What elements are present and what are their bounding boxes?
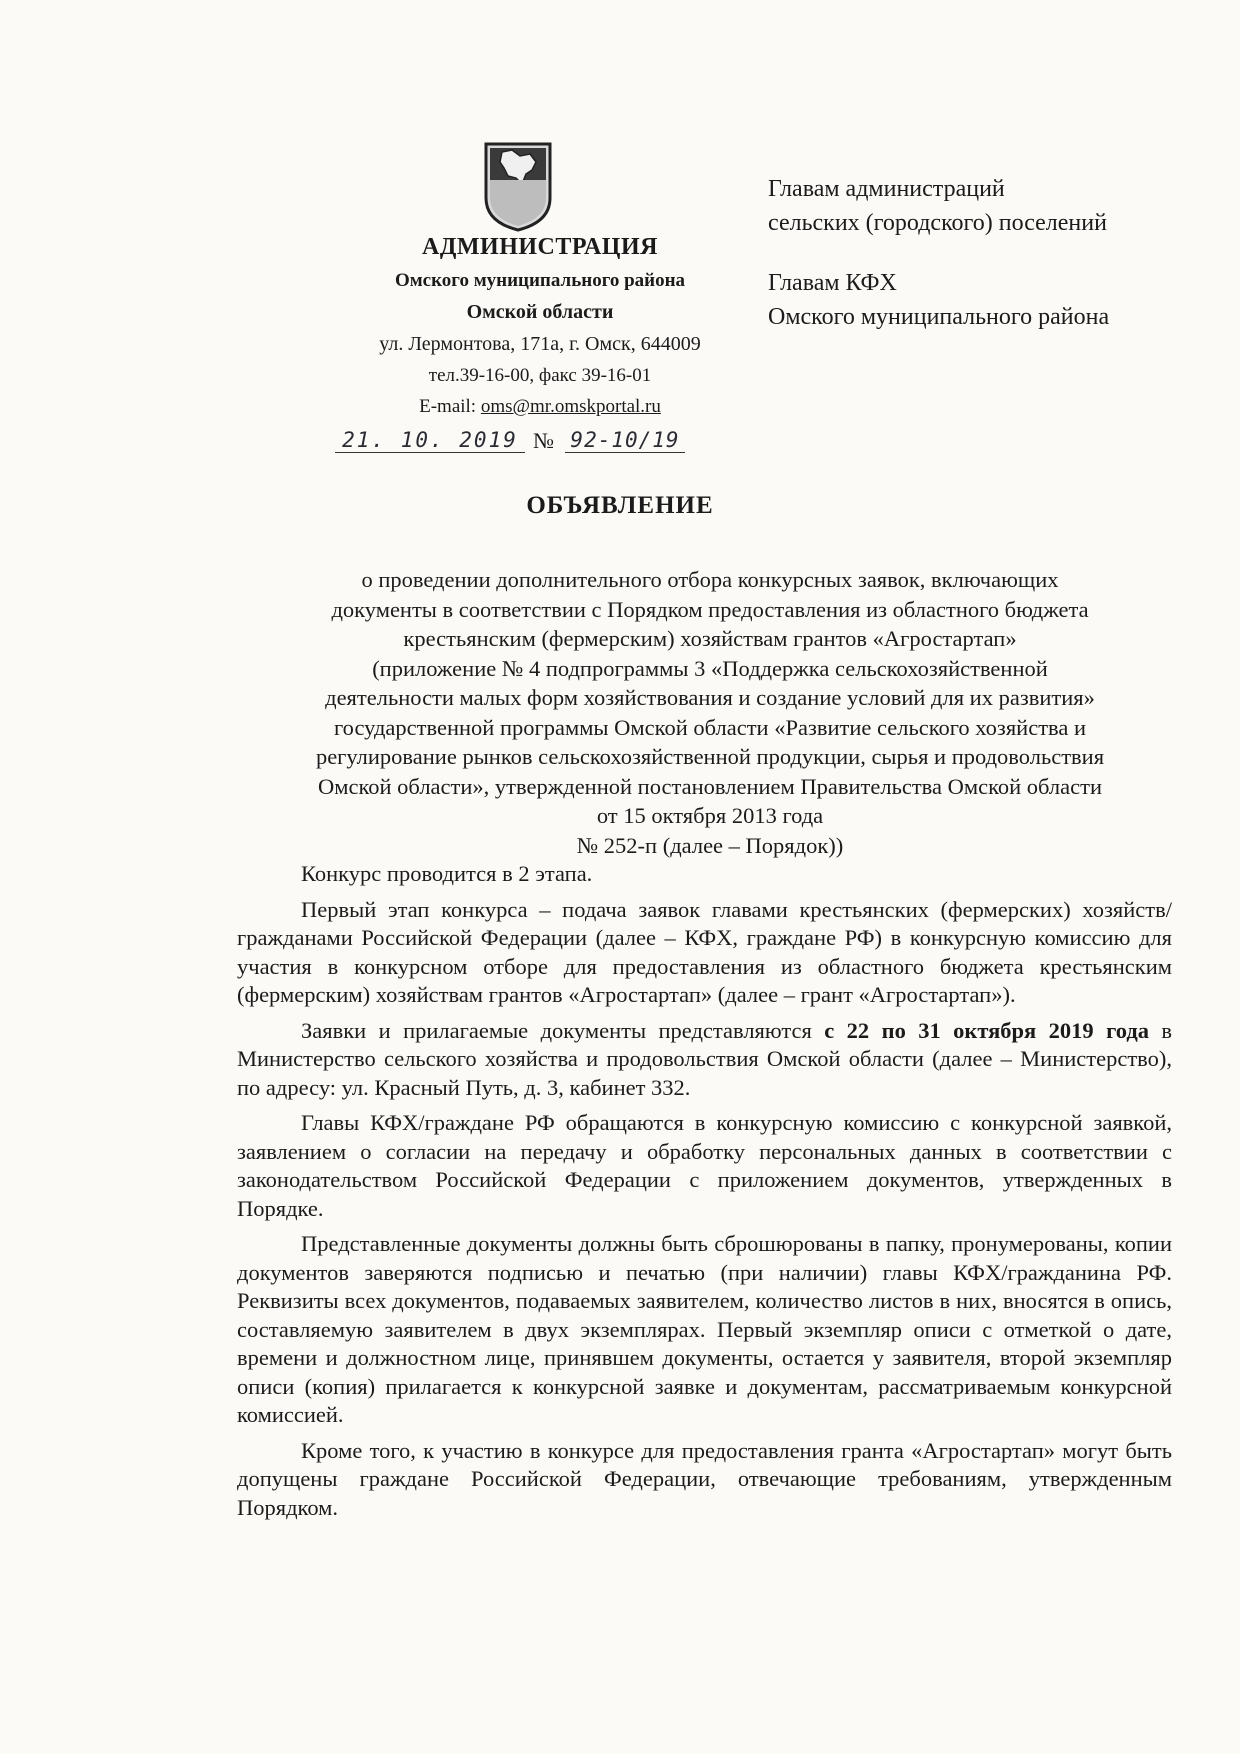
text-span: в Министерство сельского хозяйства и продовольствия Омской области (далее – Министерство), по адресу: ул. Красный Путь, д. 3, кабинет 332.: [237, 1017, 1173, 1100]
subject-line: № 252-п (далее – Порядок)): [576, 832, 844, 858]
subject-line: государственной программы Омской области «Развитие сельского хозяйства и: [333, 714, 1087, 740]
paragraph-application: Главы КФХ/граждане РФ обращаются в конкурсную комиссию с конкурсной заявкой, заявлением о согласии на передачу и обработку персональных данных в соответствии с законодательством Российской Федерации с приложением документов, утвержденных в Порядке.: [237, 1110, 1172, 1221]
paragraph-documents: Представленные документы должны быть сброшюрованы в папку, пронумерованы, копии документов заверяются подписью и печатью (при наличии) главы КФХ/гражданина РФ. Реквизиты всех документов, подаваемых заявителем, количество листов в них, вносятся в опись, составляемую заявителем в двух экземплярах. Первый экземпляр описи с отметкой о дате, времени и должностном лице, принявшем документы, остается у заявителя, второй экземпляр описи (копия) прилагается к конкурсной заявке и документам, рассматриваемым конкурсной комиссией.: [237, 1231, 1172, 1427]
email-label: E-mail:: [419, 396, 481, 417]
org-phone: тел.39-16-00, факс 39-16-01: [428, 365, 652, 386]
registration-number: 92-10/19: [565, 428, 685, 453]
org-district: Омского муниципального района: [394, 270, 686, 291]
org-email-line: [290, 396, 790, 418]
paragraph-submission-dates: [237, 1017, 1172, 1103]
document-body: [237, 860, 1172, 1529]
number-sign: №: [533, 428, 554, 453]
recipient-line: Главам администраций: [768, 176, 1005, 202]
recipient-line: Главам КФХ: [768, 270, 897, 296]
subject-line: от 15 октября 2013 года: [596, 803, 824, 828]
paragraph-stages: Конкурс проводится в 2 этапа.: [301, 861, 593, 886]
recipient-block-2: [768, 266, 1109, 334]
recipient-line: Омского муниципального района: [768, 304, 1110, 330]
document-title: ОБЪЯВЛЕНИЕ: [526, 492, 714, 519]
org-address: ул. Лермонтова, 171а, г. Омск, 644009: [379, 333, 701, 355]
submission-period: с 22 по 31 октября 2019 года: [824, 1017, 1149, 1043]
subject-line: деятельности малых форм хозяйствования и создание условий для их развития»: [325, 685, 1095, 710]
paragraph-first-stage: Первый этап конкурса – подача заявок главами крестьянских (фермерских) хозяйств/гражданами Российской Федерации (далее – КФХ, граждане РФ) в конкурсную комиссию для участия в конкурсном отборе для предоставления из областного бюджета крестьянским (фермерским) хозяйствам грантов «Агростартап» (далее – грант «Агростартап»).: [237, 896, 1172, 1007]
paragraph-eligibility: Кроме того, к участию в конкурсе для предоставления гранта «Агростартап» могут быть допущены граждане Российской Федерации, отвечающие требованиям, утвержденным Порядком.: [237, 1437, 1172, 1520]
recipient-block-1: [768, 172, 1107, 240]
subject-line: о проведении дополнительного отбора конкурсных заявок, включающих: [361, 567, 1059, 592]
document-subject: [240, 565, 1180, 860]
registration-date: 21. 10. 2019: [335, 428, 525, 453]
recipient-line: сельских (городского) поселений: [768, 210, 1107, 236]
subject-line: Омской области», утвержденной постановлением Правительства Омской области: [318, 773, 1102, 799]
subject-line: крестьянским (фермерским) хозяйствам грантов «Агростартап»: [403, 626, 1017, 651]
coat-of-arms-icon: [482, 140, 554, 232]
text-span: Заявки и прилагаемые документы представляются: [301, 1017, 825, 1043]
subject-line: (приложение № 4 подпрограммы 3 «Поддержка сельскохозяйственной: [372, 655, 1048, 681]
registration-line: [335, 428, 695, 464]
email-link[interactable]: oms@mr.omskportal.ru: [480, 396, 661, 417]
org-name: АДМИНИСТРАЦИЯ: [422, 234, 658, 260]
org-region: Омской области: [466, 301, 614, 323]
subject-line: документы в соответствии с Порядком предоставления из областного бюджета: [331, 596, 1089, 622]
subject-line: регулирование рынков сельскохозяйственной продукции, сырья и продовольствия: [315, 744, 1105, 769]
